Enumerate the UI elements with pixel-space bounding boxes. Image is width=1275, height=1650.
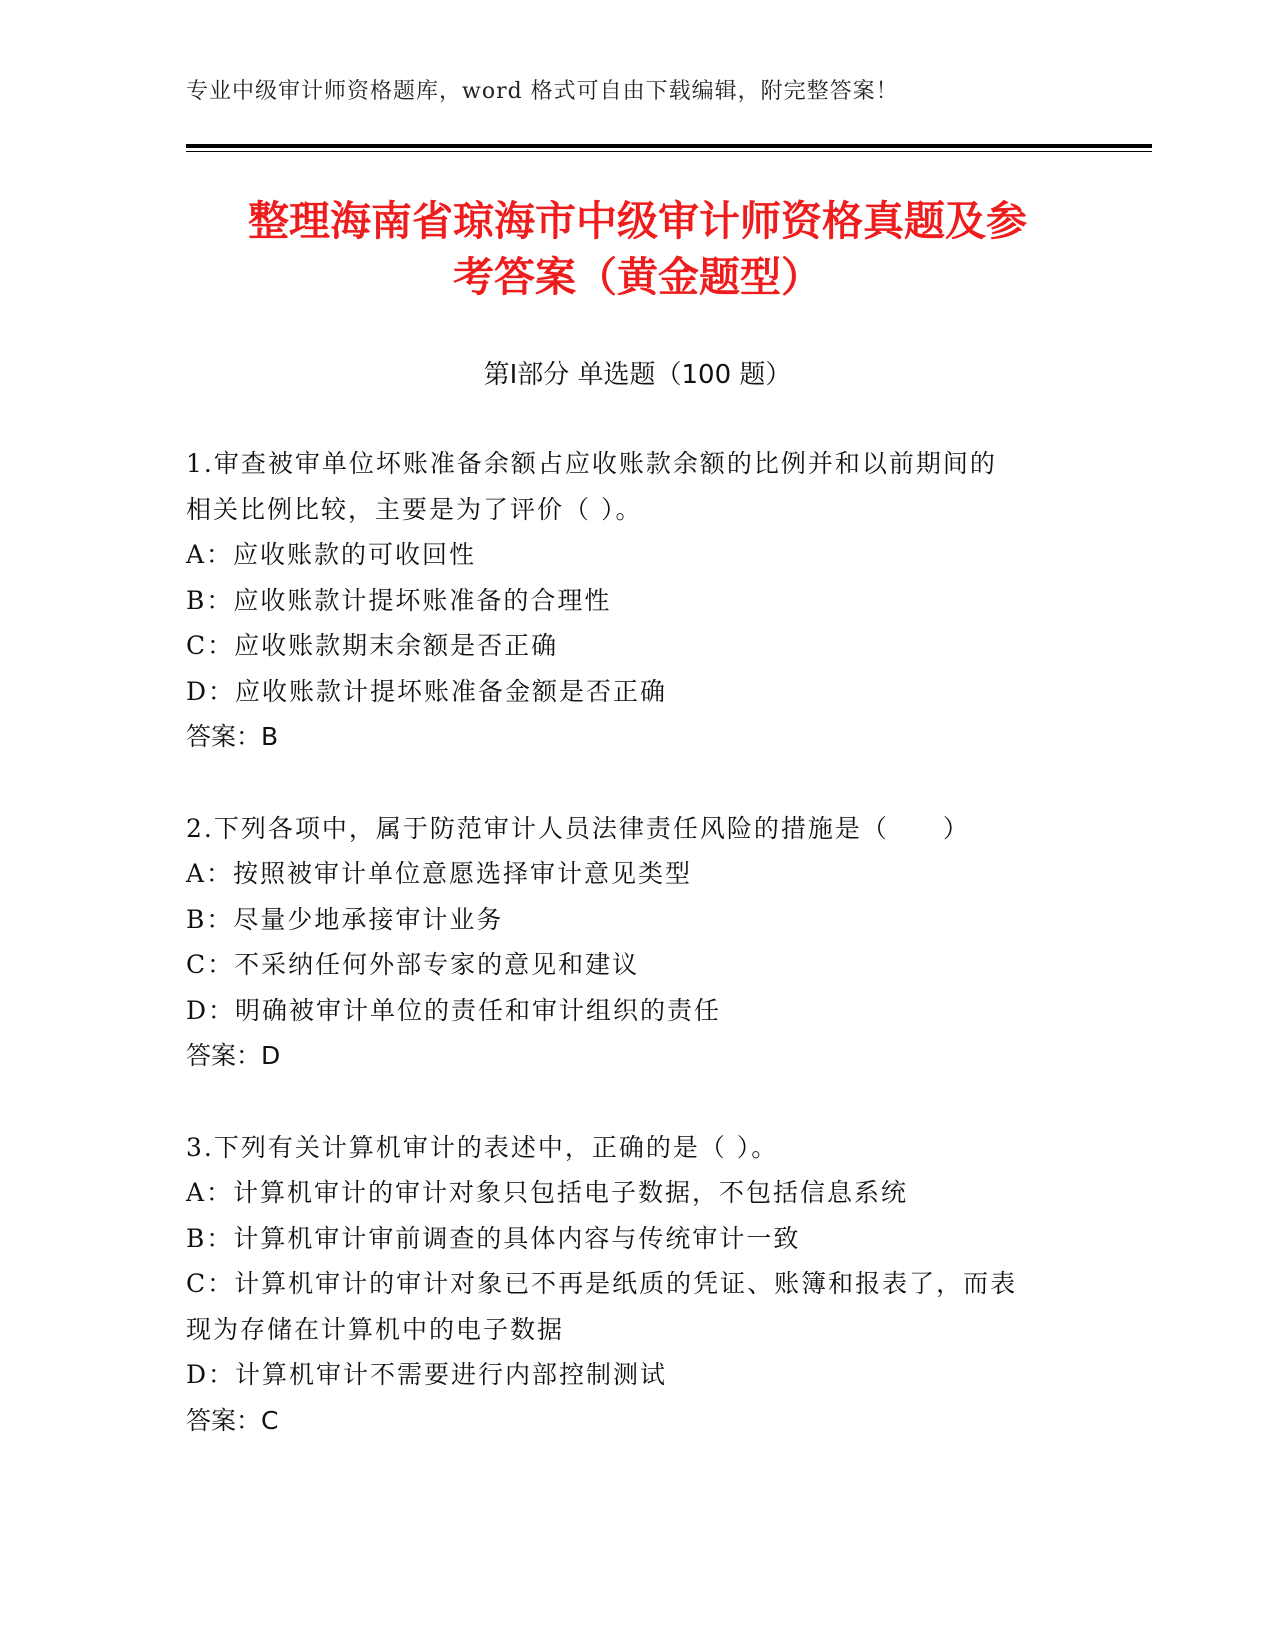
option-b: B：应收账款计提坏账准备的合理性	[186, 585, 612, 615]
question-list	[186, 441, 1076, 1489]
answer: 答案：D	[186, 1041, 281, 1070]
option-b: B：尽量少地承接审计业务	[186, 904, 504, 934]
option-d: D：明确被审计单位的责任和审计组织的责任	[186, 995, 722, 1025]
question-1	[186, 441, 1076, 760]
question-stem-line: 1.审查被审单位坏账准备余额占应收账款余额的比例并和以前期间的	[186, 449, 997, 478]
option-b: B：计算机审计审前调查的具体内容与传统审计一致	[186, 1223, 801, 1253]
header-rule-thick	[186, 144, 1152, 148]
option-c: C：不采纳任何外部专家的意见和建议	[186, 950, 640, 979]
option-d: D：计算机审计不需要进行内部控制测试	[186, 1360, 668, 1389]
question-2	[186, 806, 1076, 1079]
answer: 答案：C	[186, 1405, 279, 1435]
option-c-continued: 现为存储在计算机中的电子数据	[186, 1314, 565, 1344]
option-a: A：应收账款的可收回性	[186, 540, 477, 569]
question-stem-line: 2.下列各项中，属于防范审计人员法律责任风险的措施是（ ）	[186, 813, 970, 843]
question-stem-line: 相关比例比较，主要是为了评价（ ）。	[186, 494, 643, 524]
answer: 答案：B	[186, 722, 279, 751]
option-c: C：计算机审计的审计对象已不再是纸质的凭证、账簿和报表了，而表	[186, 1269, 1018, 1298]
header-note: 专业中级审计师资格题库，word 格式可自由下载编辑，附完整答案！	[186, 79, 899, 104]
option-c: C：应收账款期末余额是否正确	[186, 631, 559, 660]
header-rule-thin	[186, 151, 1152, 152]
question-stem-line: 3.下列有关计算机审计的表述中，正确的是（ ）。	[186, 1132, 779, 1162]
title-line-2: 考答案（黄金题型）	[453, 253, 822, 301]
document-title	[186, 193, 1089, 305]
option-a: A：按照被审计单位意愿选择审计意见类型	[186, 859, 693, 888]
option-d: D：应收账款计提坏账准备金额是否正确	[186, 676, 668, 706]
option-a: A：计算机审计的审计对象只包括电子数据，不包括信息系统	[186, 1178, 909, 1207]
title-line-1: 整理海南省琼海市中级审计师资格真题及参	[248, 197, 1027, 245]
question-3	[186, 1125, 1076, 1444]
section-title: 第Ⅰ部分 单选题（100 题）	[483, 360, 792, 390]
